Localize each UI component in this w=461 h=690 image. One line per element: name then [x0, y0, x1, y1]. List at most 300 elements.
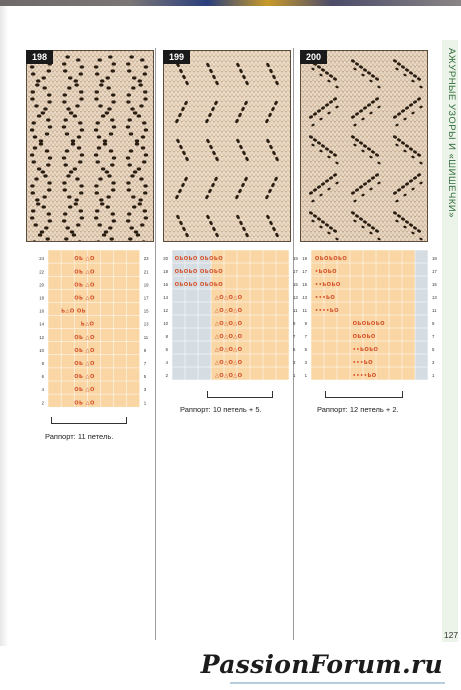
eyelet-hole — [47, 100, 51, 103]
eyelet-hole — [98, 58, 102, 61]
row-number-right: 1 — [143, 400, 147, 406]
row-number-left: 2 — [41, 400, 44, 406]
eyelet-hole — [39, 142, 43, 145]
eyelet-hole — [98, 177, 102, 180]
rapport-bracket — [51, 417, 127, 424]
eyelet-hole — [112, 156, 116, 159]
rapport-label: Раппорт: 11 петель. — [45, 432, 114, 441]
eyelet-hole — [140, 223, 144, 226]
eyelet-hole — [30, 128, 34, 131]
row-number-left: 2 — [165, 373, 168, 379]
row-number-right: 17 — [432, 269, 437, 275]
eyelet-hole — [33, 146, 37, 149]
stitch-symbols: △О△О△О — [214, 334, 243, 341]
stitch-symbols: ОЬ △О — [74, 387, 95, 394]
eyelet-hole — [30, 97, 34, 100]
eyelet-hole — [33, 135, 37, 138]
eyelet-hole — [126, 219, 130, 222]
row-number-right: 11 — [293, 308, 298, 314]
row-number-right: 11 — [432, 308, 437, 314]
stitch-symbols: •ЬОЬО — [314, 269, 337, 276]
stitch-symbols: ОЬОЬО ОЬОЬО — [174, 256, 224, 263]
eyelet-hole — [126, 156, 130, 159]
eyelet-hole — [66, 174, 70, 177]
eyelet-hole — [36, 202, 40, 205]
eyelet-hole — [43, 107, 47, 110]
row-number-right: 9 — [143, 347, 147, 353]
row-number-right: 15 — [143, 308, 149, 314]
row-number-right: 7 — [432, 334, 435, 340]
stitch-symbols: ••••ЬО — [314, 308, 339, 315]
row-number-left: 11 — [302, 308, 307, 314]
eyelet-hole — [130, 107, 134, 110]
eyelet-hole — [97, 135, 101, 138]
pattern-photo-198 — [26, 50, 154, 242]
row-number-right: 21 — [143, 269, 149, 275]
stitch-symbols: ОЬ △О — [74, 256, 95, 263]
stitch-symbols: Ь△О — [80, 321, 95, 328]
eyelet-hole — [135, 142, 139, 145]
rapport-label: Раппорт: 10 петель + 5. — [180, 405, 262, 414]
row-number-left: 20 — [39, 282, 44, 288]
eyelet-hole — [48, 156, 52, 159]
eyelet-hole — [128, 163, 132, 166]
row-number-right: 1 — [293, 373, 296, 379]
eyelet-hole — [95, 72, 99, 75]
row-number-right: 17 — [293, 269, 298, 275]
eyelet-hole — [62, 125, 66, 128]
column-separator — [293, 48, 294, 640]
eyelet-hole — [74, 83, 78, 86]
eyelet-hole — [75, 177, 79, 180]
eyelet-hole — [111, 69, 115, 72]
knitting-chart-198 — [38, 250, 149, 415]
stitch-symbols: ОЬ △О — [74, 347, 95, 354]
eyelet-hole — [103, 139, 107, 142]
eyelet-hole — [45, 149, 49, 152]
eyelet-hole — [36, 79, 40, 82]
eyelet-hole — [48, 219, 52, 222]
eyelet-hole — [130, 55, 134, 58]
row-number-right: 15 — [432, 282, 437, 288]
row-number-right: 7 — [143, 361, 147, 367]
stitch-symbols: △О△О△О — [214, 347, 243, 354]
watermark-underline — [230, 682, 445, 684]
row-number-left: 14 — [39, 321, 44, 327]
row-number-left: 24 — [39, 256, 44, 262]
row-number-left: 5 — [304, 347, 307, 353]
eyelet-hole — [67, 195, 71, 198]
eyelet-hole — [130, 174, 134, 177]
eyelet-hole — [63, 188, 67, 191]
eyelet-hole — [42, 86, 46, 89]
eyelet-hole — [34, 104, 38, 107]
eyelet-hole — [30, 65, 34, 68]
eyelet-hole — [76, 58, 80, 61]
stitch-symbols: ОЬ △О — [74, 295, 95, 302]
eyelet-hole — [95, 191, 99, 194]
row-number-left: 7 — [304, 334, 307, 340]
page-number: 127 — [443, 630, 459, 640]
eyelet-hole — [108, 226, 112, 229]
eyelet-hole — [32, 121, 36, 124]
pattern-number-badge: 198 — [26, 50, 53, 64]
eyelet-hole — [47, 181, 51, 184]
eyelet-hole — [31, 72, 35, 75]
eyelet-hole — [109, 237, 113, 240]
eyelet-hole — [137, 114, 141, 117]
eyelet-hole — [45, 132, 49, 135]
eyelet-hole — [62, 100, 66, 103]
eyelet-hole — [62, 62, 66, 65]
eyelet-hole — [111, 181, 115, 184]
eyelet-hole — [128, 118, 132, 121]
stitch-symbols: ОЬОЬОЬО — [352, 321, 385, 328]
site-watermark: PassionForum.ru — [200, 650, 443, 679]
eyelet-hole — [48, 125, 52, 128]
stitch-symbols: ОЬ △О — [74, 269, 95, 276]
eyelet-hole — [96, 160, 100, 163]
row-number-right: 3 — [143, 387, 147, 393]
eyelet-hole — [76, 223, 80, 226]
eyelet-hole — [47, 69, 51, 72]
stitch-symbols: △О△О△О — [214, 360, 243, 367]
eyelet-hole — [74, 198, 78, 201]
page-binding-edge — [0, 6, 8, 646]
row-number-left: 8 — [165, 334, 168, 340]
eyelet-hole — [37, 114, 41, 117]
eyelet-hole — [34, 223, 38, 226]
eyelet-hole — [42, 205, 46, 208]
eyelet-hole — [63, 212, 67, 215]
eyelet-hole — [100, 202, 104, 205]
eyelet-hole — [127, 93, 131, 96]
eyelet-hole — [144, 128, 148, 131]
eyelet-hole — [109, 132, 113, 135]
eyelet-hole — [64, 237, 68, 240]
stitch-symbols: ••••ЬО — [352, 373, 377, 380]
eyelet-hole — [107, 107, 111, 110]
eyelet-hole — [138, 198, 142, 201]
eyelet-hole — [71, 142, 75, 145]
stitch-symbols: ОЬ △О — [74, 400, 95, 407]
eyelet-hole — [144, 153, 148, 156]
eyelet-hole — [109, 149, 113, 152]
row-number-left: 17 — [302, 269, 307, 275]
eyelet-hole — [144, 65, 148, 68]
stitch-symbols: ОЬ △О — [74, 282, 95, 289]
eyelet-hole — [41, 111, 45, 114]
eyelet-hole — [63, 69, 67, 72]
eyelet-hole — [35, 198, 39, 201]
eyelet-hole — [142, 121, 146, 124]
eyelet-hole — [79, 97, 83, 100]
eyelet-hole — [129, 132, 133, 135]
row-number-left: 12 — [39, 334, 44, 340]
eyelet-hole — [108, 55, 112, 58]
stitch-symbols: ОЬОЬО ОЬОЬО — [174, 269, 224, 276]
eyelet-hole — [79, 184, 83, 187]
eyelet-hole — [78, 121, 82, 124]
row-number-right: 3 — [293, 360, 296, 366]
knitting-chart-199 — [162, 250, 298, 390]
eyelet-hole — [41, 170, 45, 173]
stitch-symbols: ОЬОЬО — [352, 334, 376, 341]
eyelet-hole — [143, 191, 147, 194]
eyelet-hole — [106, 76, 110, 79]
eyelet-hole — [127, 69, 131, 72]
eyelet-hole — [111, 100, 115, 103]
row-number-left: 18 — [163, 269, 168, 275]
row-number-left: 9 — [304, 321, 307, 327]
row-number-left: 12 — [163, 308, 168, 314]
eyelet-hole — [38, 233, 42, 236]
row-number-right: 9 — [293, 321, 296, 327]
eyelet-hole — [99, 83, 103, 86]
eyelet-hole — [131, 195, 135, 198]
eyelet-hole — [135, 139, 139, 142]
row-number-left: 19 — [302, 256, 307, 262]
eyelet-hole — [62, 156, 66, 159]
eyelet-hole — [143, 90, 147, 93]
eyelet-hole — [62, 181, 66, 184]
row-number-right: 17 — [143, 295, 149, 301]
eyelet-hole — [95, 209, 99, 212]
row-number-left: 4 — [165, 360, 168, 366]
eyelet-hole — [78, 160, 82, 163]
eyelet-hole — [133, 170, 137, 173]
eyelet-hole — [137, 167, 141, 170]
eyelet-hole — [80, 65, 84, 68]
eyelet-hole — [69, 170, 73, 173]
eyelet-hole — [68, 76, 72, 79]
eyelet-hole — [79, 191, 83, 194]
eyelet-hole — [139, 177, 143, 180]
eyelet-hole — [132, 205, 136, 208]
rapport-label: Раппорт: 12 петель + 2. — [317, 405, 399, 414]
row-number-right: 3 — [432, 360, 435, 366]
eyelet-hole — [104, 230, 108, 233]
row-number-left: 16 — [163, 282, 168, 288]
eyelet-hole — [134, 230, 138, 233]
eyelet-hole — [94, 216, 98, 219]
eyelet-hole — [46, 118, 50, 121]
eyelet-hole — [94, 153, 98, 156]
eyelet-hole — [131, 86, 135, 89]
eyelet-hole — [138, 202, 142, 205]
eyelet-hole — [107, 174, 111, 177]
eyelet-hole — [103, 142, 107, 145]
eyelet-hole — [106, 195, 110, 198]
eyelet-hole — [69, 111, 73, 114]
row-number-left: 3 — [304, 360, 307, 366]
row-number-left: 14 — [163, 295, 168, 301]
row-number-left: 10 — [163, 321, 168, 327]
eyelet-hole — [96, 121, 100, 124]
row-number-left: 15 — [302, 282, 307, 288]
stitch-symbols: △О△О△О — [214, 321, 243, 328]
row-number-left: 13 — [302, 295, 307, 301]
row-number-right: 11 — [143, 334, 149, 340]
eyelet-hole — [73, 167, 77, 170]
eyelet-hole — [141, 146, 145, 149]
eyelet-hole — [64, 118, 68, 121]
eyelet-hole — [65, 132, 69, 135]
row-number-left: 16 — [39, 308, 44, 314]
stitch-symbols: △О△О△О — [214, 373, 243, 380]
stitch-symbols: •••ЬО — [352, 360, 373, 367]
eyelet-hole — [101, 114, 105, 117]
eyelet-hole — [47, 93, 51, 96]
eyelet-hole — [70, 230, 74, 233]
eyelet-hole — [127, 188, 131, 191]
stitch-symbols: ОЬ △О — [74, 361, 95, 368]
eyelet-hole — [106, 86, 110, 89]
eyelet-hole — [43, 174, 47, 177]
row-number-left: 18 — [39, 295, 44, 301]
row-number-left: 6 — [165, 347, 168, 353]
eyelet-hole — [73, 114, 77, 117]
eyelet-hole — [140, 58, 144, 61]
eyelet-hole — [142, 160, 146, 163]
stitch-symbols: ОЬ △О — [74, 334, 95, 341]
eyelet-hole — [42, 195, 46, 198]
eyelet-hole — [136, 233, 140, 236]
row-number-right: 19 — [432, 256, 437, 262]
eyelet-hole — [47, 212, 51, 215]
eyelet-hole — [40, 230, 44, 233]
eyelet-hole — [138, 79, 142, 82]
eyelet-hole — [106, 205, 110, 208]
eyelet-hole — [66, 107, 70, 110]
eyelet-hole — [139, 104, 143, 107]
eyelet-hole — [74, 79, 78, 82]
eyelet-hole — [126, 125, 130, 128]
eyelet-hole — [64, 163, 68, 166]
pattern-number-badge: 199 — [163, 50, 190, 64]
eyelet-hole — [138, 83, 142, 86]
eyelet-hole — [143, 209, 147, 212]
eyelet-hole — [79, 209, 83, 212]
eyelet-hole — [97, 146, 101, 149]
eyelet-hole — [79, 90, 83, 93]
top-color-strip — [0, 0, 461, 6]
pattern-photo-199 — [163, 50, 291, 242]
eyelet-hole — [141, 135, 145, 138]
eyelet-hole — [101, 167, 105, 170]
pattern-number-badge: 200 — [300, 50, 327, 64]
eyelet-hole — [39, 139, 43, 142]
eyelet-hole — [94, 128, 98, 131]
eyelet-hole — [143, 184, 147, 187]
row-number-left: 10 — [39, 347, 44, 353]
row-number-right: 19 — [293, 256, 298, 262]
eyelet-hole — [99, 198, 103, 201]
pattern-photo-200 — [300, 50, 428, 242]
row-number-left: 1 — [304, 373, 307, 379]
eyelet-hole — [35, 83, 39, 86]
eyelet-hole — [80, 153, 84, 156]
row-number-right: 19 — [143, 282, 149, 288]
eyelet-hole — [77, 146, 81, 149]
eyelet-hole — [66, 226, 70, 229]
eyelet-hole — [128, 237, 132, 240]
stitch-symbols: ОЬОЬО ОЬОЬО — [174, 282, 224, 289]
eyelet-hole — [46, 163, 50, 166]
eyelet-hole — [31, 209, 35, 212]
eyelet-hole — [143, 72, 147, 75]
row-number-right: 15 — [293, 282, 298, 288]
row-number-left: 20 — [163, 256, 168, 262]
eyelet-hole — [126, 181, 130, 184]
eyelet-hole — [126, 100, 130, 103]
stitch-symbols: △О△О△О — [214, 308, 243, 315]
stitch-symbols: Ь△О ОЬ — [61, 308, 87, 315]
eyelet-hole — [80, 128, 84, 131]
eyelet-hole — [94, 184, 98, 187]
row-number-left: 4 — [41, 387, 44, 393]
eyelet-hole — [71, 139, 75, 142]
row-number-right: 1 — [432, 373, 435, 379]
row-number-right: 9 — [432, 321, 435, 327]
rapport-bracket — [325, 391, 403, 398]
eyelet-hole — [105, 170, 109, 173]
eyelet-hole — [77, 135, 81, 138]
row-number-right: 7 — [293, 334, 296, 340]
column-separator — [155, 48, 156, 640]
eyelet-hole — [30, 153, 34, 156]
eyelet-hole — [45, 237, 49, 240]
eyelet-hole — [110, 118, 114, 121]
eyelet-hole — [34, 177, 38, 180]
eyelet-hole — [100, 79, 104, 82]
row-number-right: 5 — [432, 347, 435, 353]
eyelet-hole — [98, 104, 102, 107]
row-number-right: 13 — [143, 321, 149, 327]
eyelet-hole — [72, 233, 76, 236]
stitch-symbols: ОЬОЬОЬО — [314, 256, 348, 263]
eyelet-hole — [111, 188, 115, 191]
stitch-symbols: △О△О△О — [214, 295, 243, 302]
eyelet-hole — [67, 86, 71, 89]
eyelet-hole — [68, 205, 72, 208]
eyelet-hole — [65, 149, 69, 152]
eyelet-hole — [94, 97, 98, 100]
eyelet-hole — [74, 202, 78, 205]
eyelet-hole — [133, 111, 137, 114]
row-number-right: 13 — [432, 295, 437, 301]
eyelet-hole — [79, 72, 83, 75]
eyelet-hole — [98, 223, 102, 226]
eyelet-hole — [66, 55, 70, 58]
eyelet-hole — [95, 90, 99, 93]
eyelet-hole — [32, 160, 36, 163]
stitch-symbols: ••ЬОЬО — [352, 347, 379, 354]
rapport-bracket — [207, 391, 273, 398]
eyelet-hole — [112, 62, 116, 65]
eyelet-hole — [143, 97, 147, 100]
eyelet-hole — [132, 76, 136, 79]
eyelet-hole — [127, 212, 131, 215]
eyelet-hole — [111, 212, 115, 215]
eyelet-hole — [31, 191, 35, 194]
eyelet-hole — [63, 93, 67, 96]
section-title: АЖУРНЫЕ УЗОРЫ И «ШИШЕЧКИ» — [446, 48, 457, 218]
row-number-left: 8 — [41, 361, 44, 367]
stitch-symbols: ОЬ △О — [74, 374, 95, 381]
stitch-symbols: •••ЬО — [314, 295, 336, 302]
eyelet-hole — [102, 233, 106, 236]
